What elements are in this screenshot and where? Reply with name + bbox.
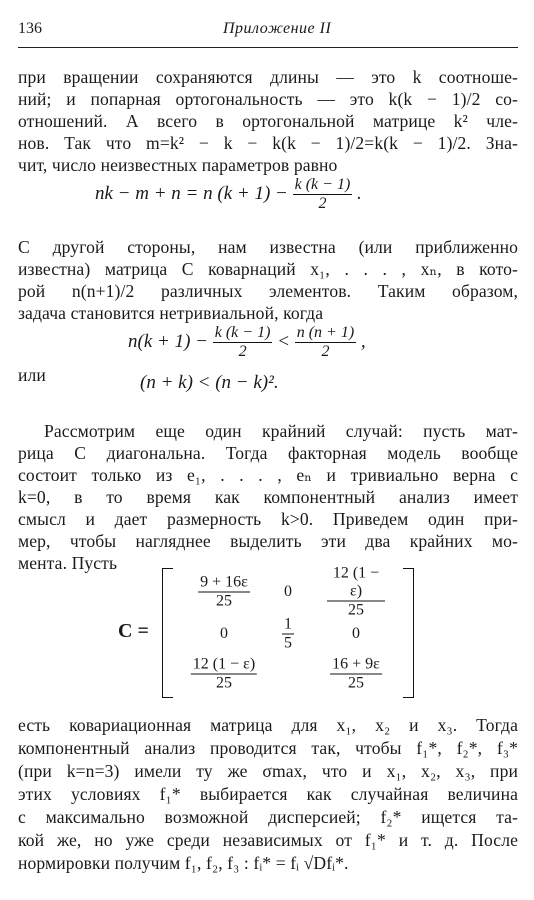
text-line: нов. Так что m=k² − k − k(k − 1)/2=k(k − 1)/2. Зна- xyxy=(18,133,518,153)
formula-text: , xyxy=(360,330,366,352)
formula-text: . xyxy=(357,182,362,204)
fraction-denominator: 25 xyxy=(191,674,257,693)
formula-fraction xyxy=(293,176,353,213)
text-line: компонентный анализ проводится так, чтобы f₁*, f₂*, f₃* xyxy=(18,738,518,758)
text-line: с максимально возможной дисперсией; f₂* ищется та- xyxy=(18,807,518,827)
fraction-numerator: k (k − 1) xyxy=(294,176,351,193)
matrix-cell xyxy=(282,616,294,653)
text-line: мер, чтобы нагляднее выделить эти два крайних мо- xyxy=(18,531,518,551)
formula-text: < xyxy=(277,330,290,352)
fraction-numerator: k (k − 1) xyxy=(214,324,271,341)
text-line: задача становится нетривиальной, когда xyxy=(18,303,324,323)
fraction-denominator: 2 xyxy=(213,342,273,361)
text-line: при вращении сохраняются длины — это k соотноше- xyxy=(18,67,518,87)
formula-inequality xyxy=(128,324,366,361)
fraction-denominator: 25 xyxy=(330,674,382,693)
fraction-denominator: 2 xyxy=(295,342,356,361)
text-line: (при k=n=3) имели ту же σmax, что и x₁, x₂, x₃, при xyxy=(18,761,518,781)
matrix-left-bracket xyxy=(162,568,173,698)
formula-simplified-inequality: (n + k) < (n − k)². xyxy=(140,372,279,393)
fraction-denominator: 5 xyxy=(284,634,292,652)
text-line: состоит только из e₁, . . . , eₙ и тривиально верна с xyxy=(18,465,518,485)
text-line: кой же, но уже среди независимых от f₁* и т. д. После xyxy=(18,830,518,850)
page-number: 136 xyxy=(18,20,42,37)
fraction-denominator: 25 xyxy=(327,601,385,620)
matrix-cell xyxy=(330,656,382,693)
matrix-label: C = xyxy=(118,620,149,642)
matrix-cell xyxy=(191,656,257,693)
header-rule xyxy=(18,47,518,48)
matrix-cell: 0 xyxy=(284,583,292,600)
text-line: нормировки получим f₁, f₂, f₃ : fᵢ* = fᵢ √Dfᵢ*. xyxy=(18,853,349,873)
formula-text: nk − m + n = n (k + 1) − xyxy=(95,182,288,204)
fraction-numerator: 1 xyxy=(284,615,292,633)
matrix-cell xyxy=(327,565,385,620)
page-header xyxy=(18,20,518,44)
fraction-denominator: 2 xyxy=(293,194,353,213)
fraction-numerator: 16 + 9ε xyxy=(332,655,380,673)
text-line: мента. Пусть xyxy=(18,553,118,573)
fraction-numerator: n (n + 1) xyxy=(296,324,355,341)
text-line: рица C диагональна. Тогда факторная модель вообще xyxy=(18,443,518,463)
text-line: рой n(n+1)/2 различных элементов. Таким образом, xyxy=(18,281,518,301)
fraction-denominator: 25 xyxy=(198,592,250,611)
fraction-numerator: 12 (1 − ε) xyxy=(332,564,380,600)
covariance-matrix xyxy=(162,564,414,698)
text-line: есть ковариационная матрица для x₁, x₂ и x₃. Тогда xyxy=(18,715,518,735)
fraction-numerator: 9 + 16ε xyxy=(200,573,248,591)
fraction-numerator: 12 (1 − ε) xyxy=(192,655,256,673)
text-line: С другой стороны, нам известна (или приближенно xyxy=(18,237,518,257)
text-line: Рассмотрим еще один крайний случай: пусть мат- xyxy=(44,421,518,441)
matrix-cell xyxy=(198,574,250,611)
matrix-cell: 0 xyxy=(220,625,228,642)
formula-text: n(k + 1) − xyxy=(128,330,208,352)
text-line: известна) матрица C коварнаций x₁, . . . , xₙ, в кото- xyxy=(18,259,518,279)
text-line: чит, число неизвестных параметров равно xyxy=(18,155,338,175)
formula-fraction xyxy=(213,324,273,361)
running-head: Приложение II xyxy=(223,20,332,37)
matrix-right-bracket xyxy=(403,568,414,698)
text-line: или xyxy=(18,365,46,385)
text-line: этих условиях f₁* выбирается как случайная величина xyxy=(18,784,518,804)
text-line: ний; и попарная ортогональность — это k(k − 1)/2 со- xyxy=(18,89,518,109)
formula-fraction xyxy=(295,324,356,361)
text-line: отношений. А всего в ортогональной матрице k² чле- xyxy=(18,111,518,131)
formula-parameter-count xyxy=(95,176,362,213)
matrix-cell: 0 xyxy=(352,625,360,642)
text-line: k=0, в то время как компонентный анализ имеет xyxy=(18,487,518,507)
text-line: смысл и дает размерность k>0. Приведем один при- xyxy=(18,509,518,529)
